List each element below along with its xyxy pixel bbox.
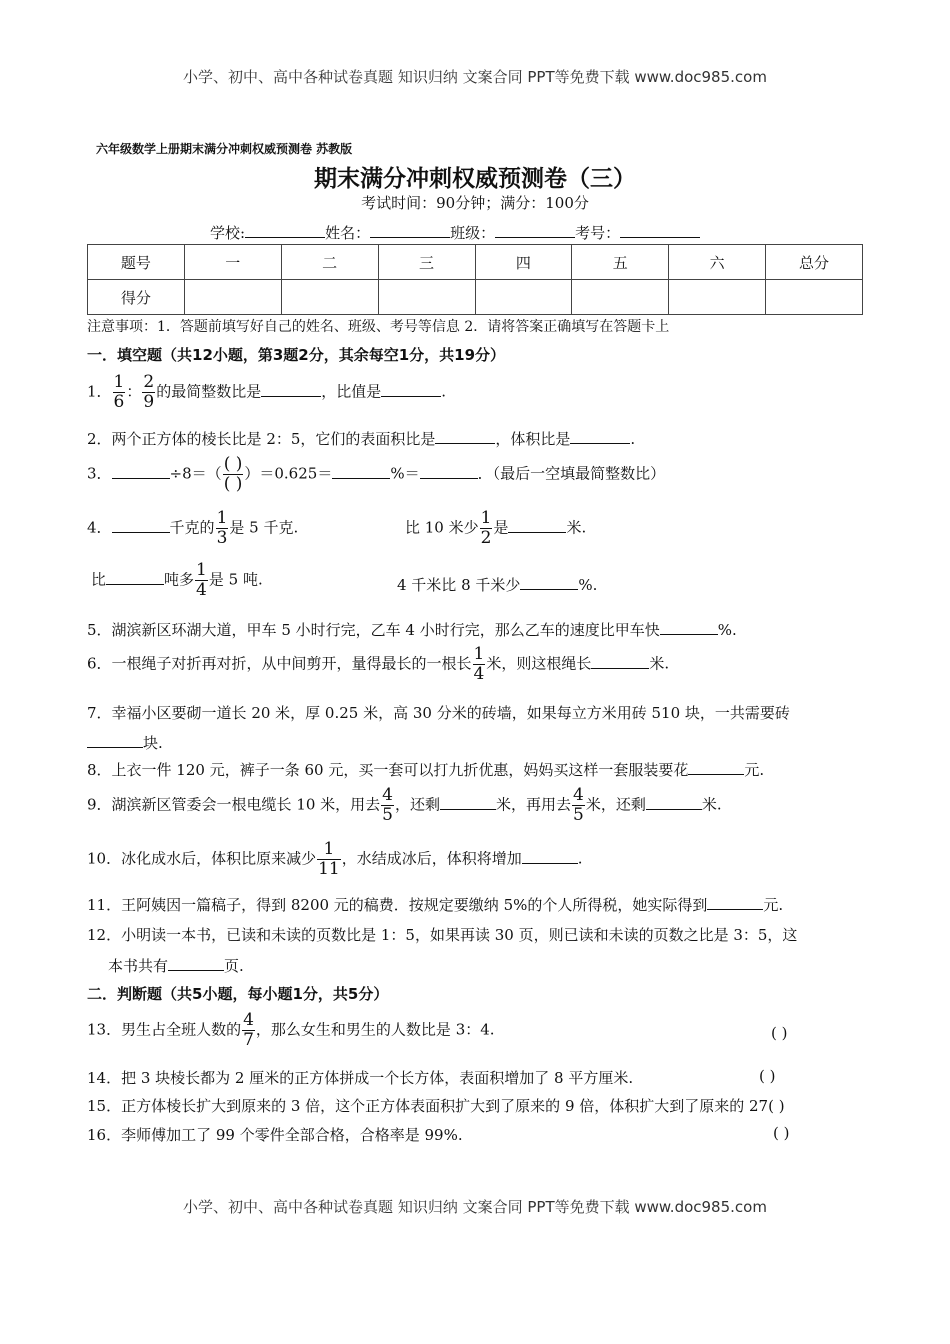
answer-blank[interactable] xyxy=(707,895,763,910)
score-row-label: 得分 xyxy=(88,280,185,315)
answer-blank[interactable] xyxy=(112,518,170,533)
answer-blank[interactable] xyxy=(688,760,744,775)
question-14: 14．把 3 块棱长都为 2 厘米的正方体拼成一个长方体，表面积增加了 8 平方厘米. xyxy=(87,1069,634,1087)
answer-blank[interactable] xyxy=(646,795,702,810)
name-label: 姓名： xyxy=(325,224,371,242)
answer-blank[interactable] xyxy=(591,654,649,669)
score-table-score-row xyxy=(88,280,863,315)
answer-blank[interactable] xyxy=(520,575,578,590)
judge-paren[interactable]: ( ) xyxy=(773,1124,790,1142)
answer-blank[interactable] xyxy=(106,570,164,585)
question-7-cont: 块. xyxy=(87,732,163,753)
question-12: 12．小明读一本书，已读和未读的页数比是 1：5，如果再读 30 页，则已读和未读的页数之比是 3：5，这 xyxy=(87,926,798,944)
section2-heading: 二．判断题（共5小题，每小题1分，共5分） xyxy=(87,985,389,1003)
score-cell[interactable] xyxy=(766,280,863,315)
answer-blank[interactable] xyxy=(435,429,495,444)
judge-paren[interactable]: ( ) xyxy=(759,1067,776,1085)
question-4c: 比 吨多 $\frac{1}{4}$ 是 5 吨. xyxy=(91,560,263,600)
question-3: 3． ÷8＝（ $\frac{( )}{( )}$ ）＝0.625＝ %＝ ．（最后一空填最简整数比） xyxy=(87,454,666,494)
fraction: $\frac{1}{4}$ xyxy=(196,560,207,600)
question-8: 8．上衣一件 120 元，裤子一条 60 元，买一套可以打九折优惠，妈妈买这样一套服装要花 元. xyxy=(87,761,765,779)
class-blank[interactable] xyxy=(495,223,575,238)
answer-blank[interactable] xyxy=(522,849,578,864)
score-cell[interactable] xyxy=(184,280,281,315)
score-header-cell: 三 xyxy=(378,245,475,280)
answer-blank[interactable] xyxy=(660,620,718,635)
header-banner: 小学、初中、高中各种试卷真题 知识归纳 文案合同 PPT等免费下载 www.doc985.com xyxy=(183,68,767,86)
student-info-line xyxy=(210,222,700,243)
score-cell[interactable] xyxy=(572,280,669,315)
score-cell[interactable] xyxy=(669,280,766,315)
exam-title: 期末满分冲刺权威预测卷（三） xyxy=(314,166,636,192)
fraction: $\frac{1}{4}$ xyxy=(473,644,485,684)
name-blank[interactable] xyxy=(370,223,450,238)
fraction: $\frac{1}{11}$ xyxy=(318,839,340,879)
score-header-cell: 五 xyxy=(572,245,669,280)
question-4a: 4． 千克的 $\frac{1}{3}$ 是 5 千克. xyxy=(87,508,299,548)
question-9: 9．湖滨新区管委会一根电缆长 10 米，用去 $\frac{4}{5}$ ，还剩 米，再用去 $\frac{4}{5}$ 米，还剩 米. xyxy=(87,785,722,825)
notice: 注意事项：1．答题前填写好自己的姓名、班级、考号等信息 2．请将答案正确填写在答题卡上 xyxy=(87,319,670,335)
fraction: $\frac{1}{2}$ xyxy=(480,508,492,548)
question-13: 13．男生占全班人数的 $\frac{4}{7}$ ，那么女生和男生的人数比是 3：4. xyxy=(87,1010,495,1050)
score-cell[interactable] xyxy=(475,280,572,315)
answer-blank[interactable] xyxy=(508,518,566,533)
answer-blank[interactable] xyxy=(87,733,143,748)
fraction: $\frac{1}{6}$ xyxy=(113,372,125,412)
question-15: 15．正方体棱长扩大到原来的 3 倍，这个正方体表面积扩大到了原来的 9 倍，体积扩大到了原来的 27( ) xyxy=(87,1097,785,1115)
exam-info: 考试时间：90分钟；满分：100分 xyxy=(361,194,589,212)
school-label: 学校: xyxy=(210,224,246,242)
school-blank[interactable] xyxy=(245,223,325,238)
score-cell[interactable] xyxy=(281,280,378,315)
question-16: 16．李师傅加工了 99 个零件全部合格，合格率是 99%. xyxy=(87,1126,463,1144)
question-12-cont: 本书共有 页. xyxy=(108,957,244,975)
score-header-cell: 总分 xyxy=(766,245,863,280)
answer-blank[interactable] xyxy=(570,429,630,444)
exam-subtitle: 六年级数学上册期末满分冲刺权威预测卷 苏教版 xyxy=(96,142,353,156)
footer-banner: 小学、初中、高中各种试卷真题 知识归纳 文案合同 PPT等免费下载 www.doc985.com xyxy=(183,1198,767,1216)
answer-blank[interactable] xyxy=(112,464,170,479)
fraction-blank[interactable]: $\frac{( )}{( )}$ xyxy=(223,454,243,494)
answer-blank[interactable] xyxy=(381,382,441,397)
answer-blank[interactable] xyxy=(332,464,390,479)
question-4d: 4 千米比 8 千米少 %. xyxy=(397,576,598,594)
score-header-cell: 六 xyxy=(669,245,766,280)
number-blank[interactable] xyxy=(620,223,700,238)
question-6: 6．一根绳子对折再对折，从中间剪开，量得最长的一根长 $\frac{1}{4}$ 米，则这根绳长 米. xyxy=(87,644,670,684)
answer-blank[interactable] xyxy=(168,956,224,971)
score-table xyxy=(87,244,863,315)
score-header-cell: 题号 xyxy=(88,245,185,280)
section1-heading: 一．填空题（共12小题，第3题2分，其余每空1分，共19分） xyxy=(87,346,506,364)
judge-paren[interactable]: ( ) xyxy=(771,1024,788,1042)
question-11: 11．王阿姨因一篇稿子，得到 8200 元的稿费．按规定要缴纳 5%的个人所得税，她实际得到 元. xyxy=(87,896,784,914)
fraction: $\frac{4}{5}$ xyxy=(382,785,393,825)
score-header-cell: 一 xyxy=(184,245,281,280)
answer-blank[interactable] xyxy=(261,382,321,397)
score-header-cell: 二 xyxy=(281,245,378,280)
question-10: 10．冰化成水后，体积比原来减少 $\frac{1}{11}$ ，水结成冰后，体积将增加 . xyxy=(87,839,583,879)
score-cell[interactable] xyxy=(378,280,475,315)
fraction: $\frac{4}{7}$ xyxy=(243,1010,254,1050)
fraction: $\frac{2}{9}$ xyxy=(143,372,155,412)
number-label: 考号： xyxy=(575,224,621,242)
question-7: 7．幸福小区要砌一道长 20 米，厚 0.25 米，高 30 分米的砖墙，如果每立方米用砖 510 块，一共需要砖 xyxy=(87,704,790,722)
question-2: 2．两个正方体的棱长比是 2：5，它们的表面积比是 ，体积比是 . xyxy=(87,430,636,448)
question-1: 1． $\frac{1}{6}$ ： $\frac{2}{9}$ 的最简整数比是 ，比值是 . xyxy=(87,372,447,412)
question-4b: 比 10 米少 $\frac{1}{2}$ 是 米. xyxy=(405,508,587,548)
answer-blank[interactable] xyxy=(440,795,496,810)
class-label: 班级： xyxy=(450,224,496,242)
judge-paren[interactable]: ( ) xyxy=(768,1097,785,1115)
fraction: $\frac{1}{3}$ xyxy=(216,508,228,548)
answer-blank[interactable] xyxy=(420,464,478,479)
question-5: 5．湖滨新区环湖大道，甲车 5 小时行完，乙车 4 小时行完，那么乙车的速度比甲车快 %. xyxy=(87,621,737,639)
score-table-header-row xyxy=(88,245,863,280)
fraction: $\frac{4}{5}$ xyxy=(573,785,584,825)
score-header-cell: 四 xyxy=(475,245,572,280)
